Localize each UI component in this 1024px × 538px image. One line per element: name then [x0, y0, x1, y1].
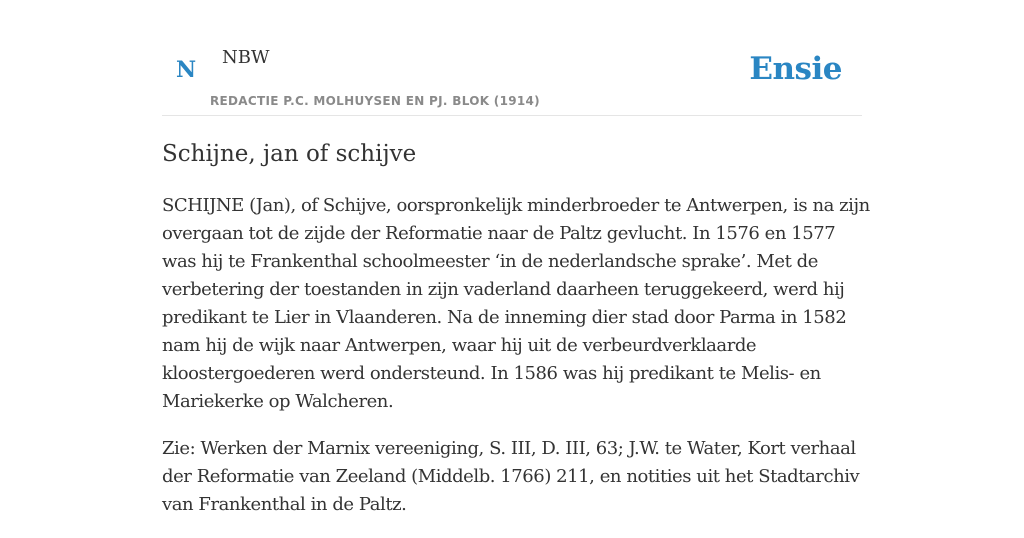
- source-editors: REDACTIE P.C. MOLHUYSEN EN PJ. BLOK (1914): [210, 94, 540, 108]
- site-header: [162, 40, 862, 116]
- source-name-link[interactable]: NBW: [222, 47, 270, 68]
- article-body: [162, 192, 872, 538]
- article-references: Zie: Werken der Marnix vereeniging, S. III, D. III, 63; J.W. te Water, Kort verhaal der Reformatie van Zeeland (Middelb. 1766) 211, en notities uit het Stadtarchiv van Frankenthal in de Paltz.: [162, 438, 860, 515]
- article-title: Schijne, jan of schijve: [162, 141, 417, 167]
- nbw-logo-icon[interactable]: N: [176, 57, 197, 83]
- article-paragraph: SCHIJNE (Jan), of Schijve, oorspronkelijk minderbroeder te Antwerpen, is na zijn overgaan tot de zijde der Reformatie naar de Paltz gevlucht. In 1576 en 1577 was hij te Frankenthal schoolmeester ‘in de nederlandsche sprake’. Met de verbetering der toestanden in zijn vaderland daarheen teruggekeerd, werd hij predikant te Lier in Vlaanderen. Na de inneming dier stad door Parma in 1582 nam hij de wijk naar Antwerpen, waar hij uit de verbeurdverklaarde kloostergoederen werd ondersteund. In 1586 was hij predikant te Melis- en Mariekerke op Walcheren.: [162, 195, 870, 412]
- ensie-logo-link[interactable]: Ensie: [749, 51, 842, 87]
